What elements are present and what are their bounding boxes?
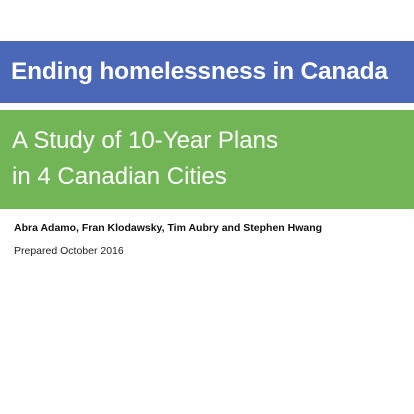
author-list: Abra Adamo, Fran Klodawsky, Tim Aubry and Stephen Hwang xyxy=(14,222,323,234)
subtitle-line-1: A Study of 10-Year Plans xyxy=(12,127,278,154)
report-title: Ending homelessness in Canada xyxy=(11,58,388,85)
prepared-date: Prepared October 2016 xyxy=(14,245,124,257)
subtitle-line-2: in 4 Canadian Cities xyxy=(12,163,227,190)
subtitle-banner xyxy=(0,110,414,209)
title-banner xyxy=(0,41,414,103)
